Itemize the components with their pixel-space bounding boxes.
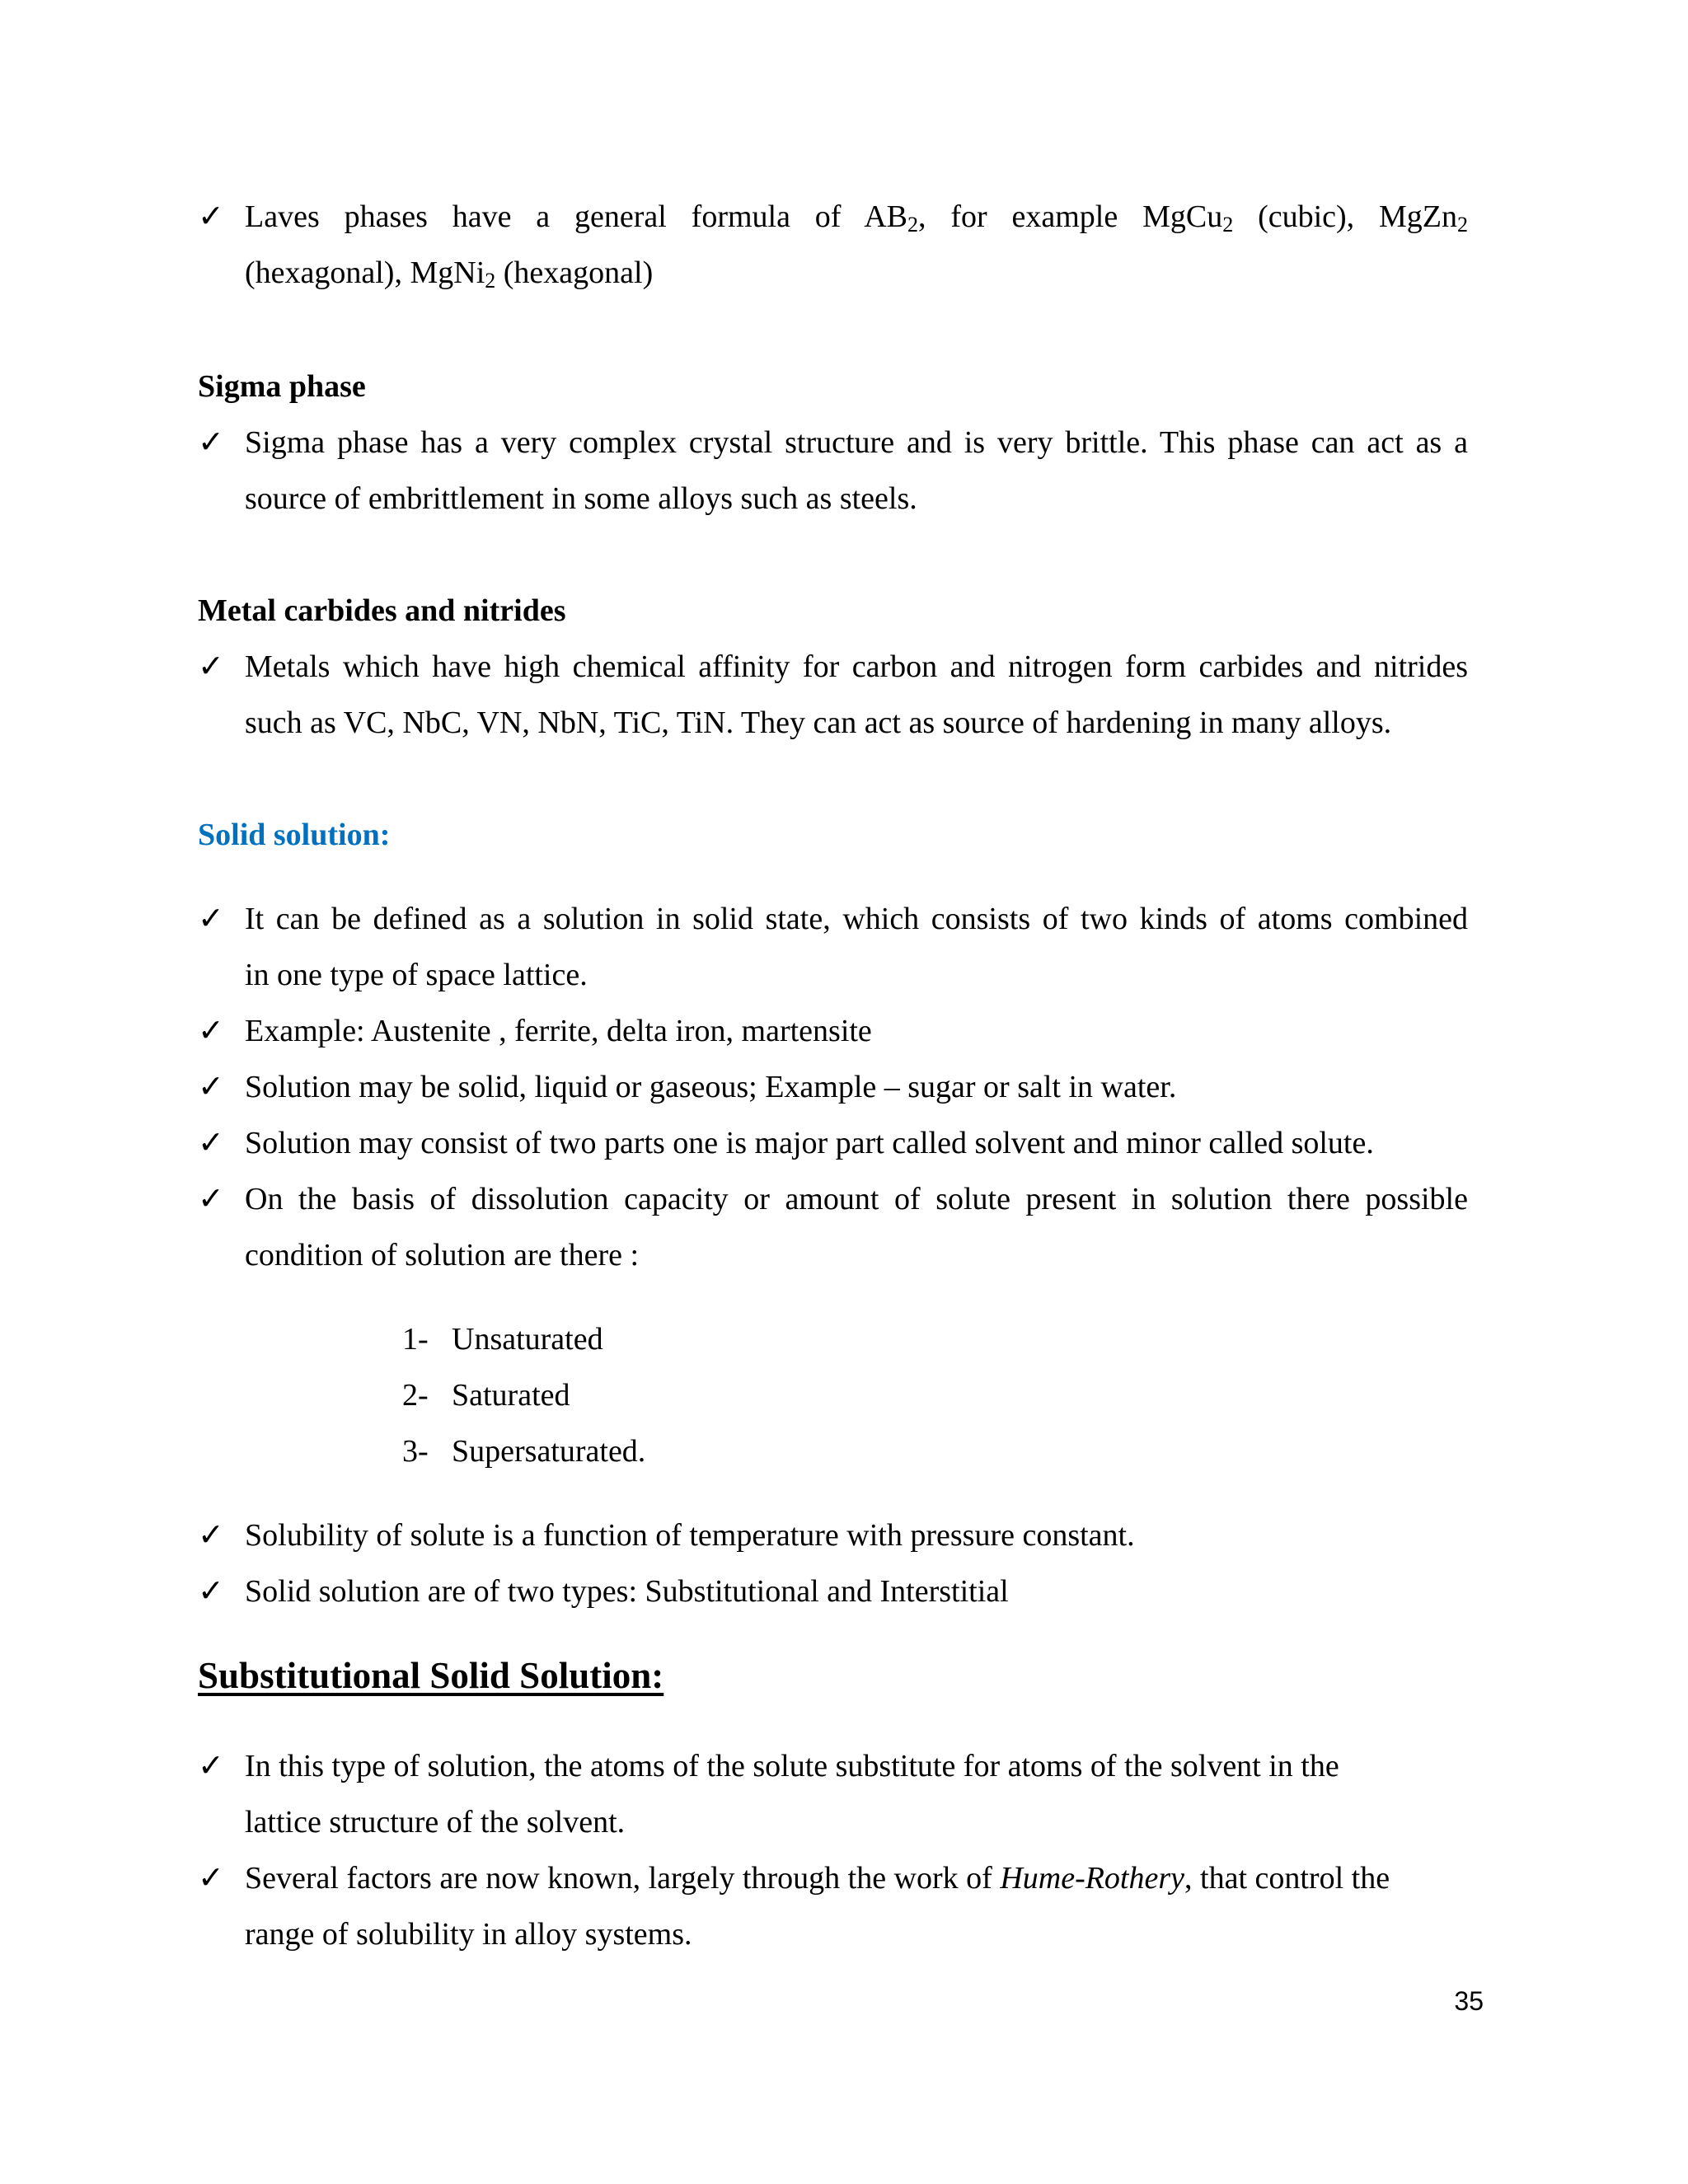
solid-solution-bullet-4: Solution may consist of two parts one is major part called solvent and minor called solute. <box>245 1126 1374 1160</box>
carbides-heading: Metal carbides and nitrides <box>198 593 566 628</box>
checkmark-icon: ✓ <box>198 1518 224 1553</box>
solid-solution-bullet-1-line-2: in one type of space lattice. <box>245 958 588 992</box>
laves-line-2: (hexagonal), MgNi$_2$ (hexagonal) <box>245 255 654 293</box>
solid-solution-bullet-1-line-1: It can be defined as a solution in solid state, which consists of two kinds of atoms combined <box>245 902 1468 936</box>
solid-solution-bullet-5-line-1: On the basis of dissolution capacity or amount of solute present in solution there possible <box>245 1182 1468 1216</box>
laves-line-1: Laves phases have a general formula of $AB_2$, for example MgCu$_2$ (cubic), MgZn$_2$ <box>245 199 1469 237</box>
solid-solution-heading: Solid solution: <box>198 818 391 852</box>
checkmark-icon: ✓ <box>198 1749 224 1783</box>
checkmark-icon: ✓ <box>198 902 224 936</box>
page-number: 35 <box>1454 1986 1484 2016</box>
checkmark-icon: ✓ <box>198 1574 224 1609</box>
solid-solution-bullet-3: Solution may be solid, liquid or gaseous; Example – sugar or salt in water. <box>245 1070 1177 1104</box>
sigma-line-1: Sigma phase has a very complex crystal structure and is very brittle. This phase can act as a <box>245 425 1468 460</box>
substitutional-bullet-1-line-1: In this type of solution, the atoms of the solute substitute for atoms of the solvent in the <box>245 1749 1339 1783</box>
checkmark-icon: ✓ <box>198 199 224 234</box>
condition-label: Saturated <box>452 1378 570 1413</box>
condition-number: 3- <box>402 1434 429 1469</box>
carbides-line-2: such as VC, NbC, VN, NbN, TiC, TiN. They can act as source of hardening in many alloys. <box>245 705 1392 740</box>
sigma-phase-heading: Sigma phase <box>198 369 366 404</box>
solid-solution-bullet-2: Example: Austenite , ferrite, delta iron, martensite <box>245 1014 872 1048</box>
checkmark-icon: ✓ <box>198 649 224 684</box>
hume-rothery-name: Hume-Rothery <box>1000 1861 1185 1896</box>
substitutional-heading: Substitutional Solid Solution: <box>198 1655 664 1696</box>
solid-solution-bullet-5-line-2: condition of solution are there : <box>245 1238 640 1272</box>
sigma-line-2: source of embrittlement in some alloys such as steels. <box>245 481 917 516</box>
checkmark-icon: ✓ <box>198 1126 224 1160</box>
condition-number: 2- <box>402 1378 429 1413</box>
checkmark-icon: ✓ <box>198 1861 224 1896</box>
condition-number: 1- <box>402 1322 429 1357</box>
checkmark-icon: ✓ <box>198 1014 224 1048</box>
substitutional-bullet-1-line-2: lattice structure of the solvent. <box>245 1805 626 1840</box>
solid-solution-bullet-7: Solid solution are of two types: Substitutional and Interstitial <box>245 1574 1009 1609</box>
checkmark-icon: ✓ <box>198 1182 224 1216</box>
carbides-line-1: Metals which have high chemical affinity for carbon and nitrogen form carbides and nitrides <box>245 649 1468 684</box>
substitutional-bullet-2-line-2: range of solubility in alloy systems. <box>245 1917 692 1952</box>
checkmark-icon: ✓ <box>198 425 224 460</box>
condition-label: Supersaturated. <box>452 1434 646 1469</box>
condition-label: Unsaturated <box>452 1322 603 1357</box>
solid-solution-bullet-6: Solubility of solute is a function of temperature with pressure constant. <box>245 1518 1135 1553</box>
substitutional-bullet-2-line-1: Several factors are now known, largely through the work of Hume-Rothery, that control the <box>245 1861 1390 1896</box>
checkmark-icon: ✓ <box>198 1070 224 1104</box>
